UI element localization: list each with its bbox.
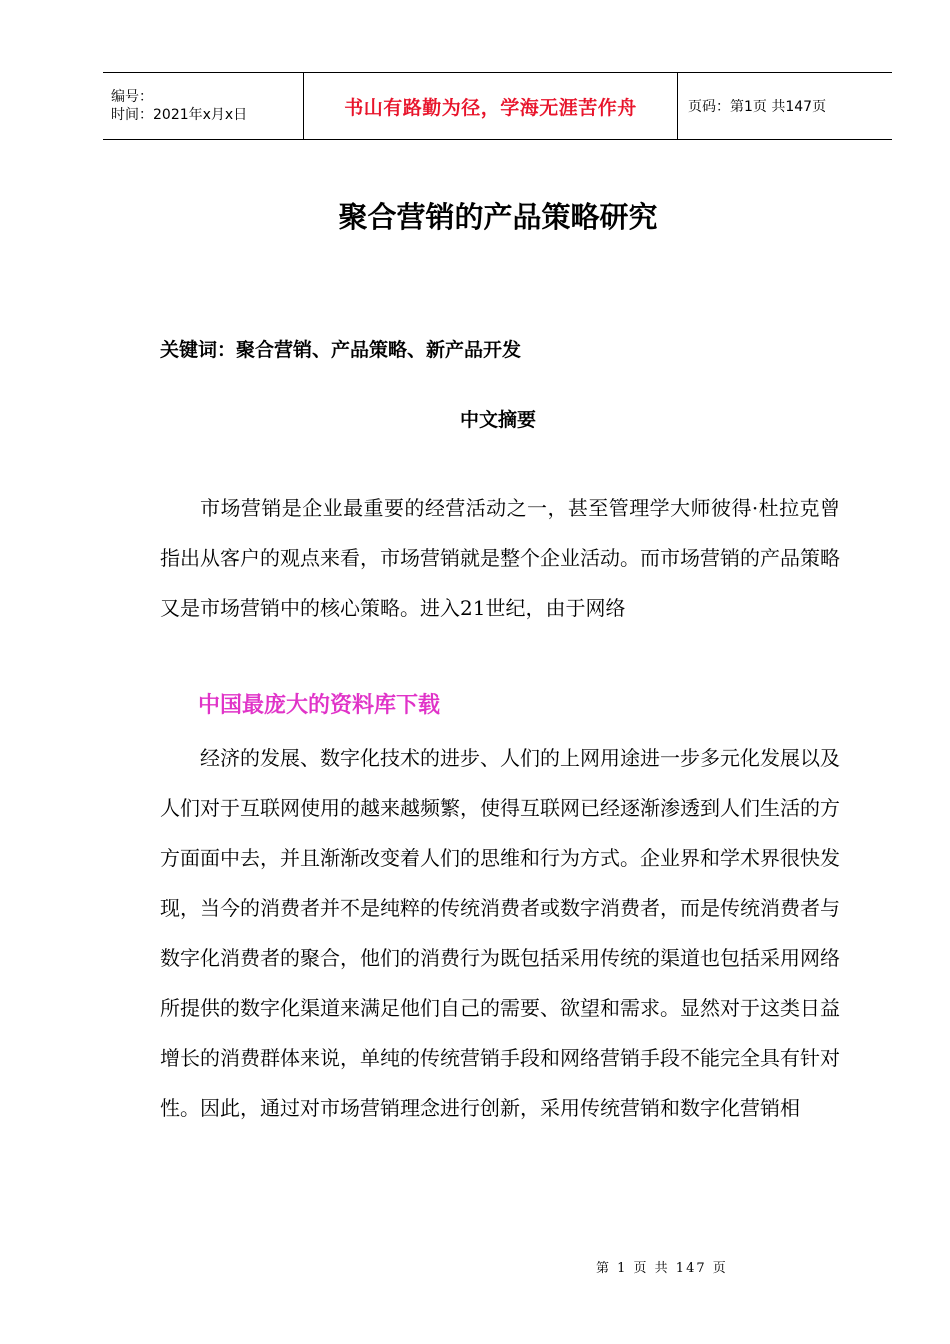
header-motto: 书山有路勤为径，学海无涯苦作舟 xyxy=(304,73,678,139)
abstract-paragraph-1: 市场营销是企业最重要的经营活动之一，甚至管理学大师彼得·杜拉克曾指出从客户的观点来看，市场营销就是整个企业活动。而市场营销的产品策略又是市场营销中的核心策略。进入21世纪，由于网络 xyxy=(160,496,840,620)
header-page-info: 页码：第1页 共147页 xyxy=(688,99,827,115)
page-footer: 第 1 页 共 147 页 xyxy=(596,1261,728,1276)
abstract-heading: 中文摘要 xyxy=(459,409,536,431)
document-title: 聚合营销的产品策略研究 xyxy=(338,200,658,234)
keywords-line: 关键词：聚合营销、产品策略、新产品开发 xyxy=(160,339,522,361)
header-meta-cell xyxy=(103,73,304,139)
page-header xyxy=(103,72,892,140)
document-date-label: 时间：2021年x月x日 xyxy=(111,107,248,123)
promo-link[interactable]: 中国最庞大的资料库下载 xyxy=(198,693,441,718)
document-number-label: 编号： xyxy=(111,89,153,105)
abstract-paragraph-2: 经济的发展、数字化技术的进步、人们的上网用途进一步多元化发展以及人们对于互联网使用的越来越频繁，使得互联网已经逐渐渗透到人们生活的方方面面中去，并且渐渐改变着人们的思维和行为方式。企业界和学术界很快发现，当今的消费者并不是纯粹的传统消费者或数字消费者，而是传统消费者与数字化消费者的聚合，他们的消费行为既包括采用传统的渠道也包括采用网络所提供的数字化渠道来满足他们自己的需要、欲望和需求。显然对于这类日益增长的消费群体来说，单纯的传统营销手段和网络营销手段不能完全具有针对性。因此，通过对市场营销理念进行创新，采用传统营销和数字化营销相 xyxy=(160,746,840,1120)
